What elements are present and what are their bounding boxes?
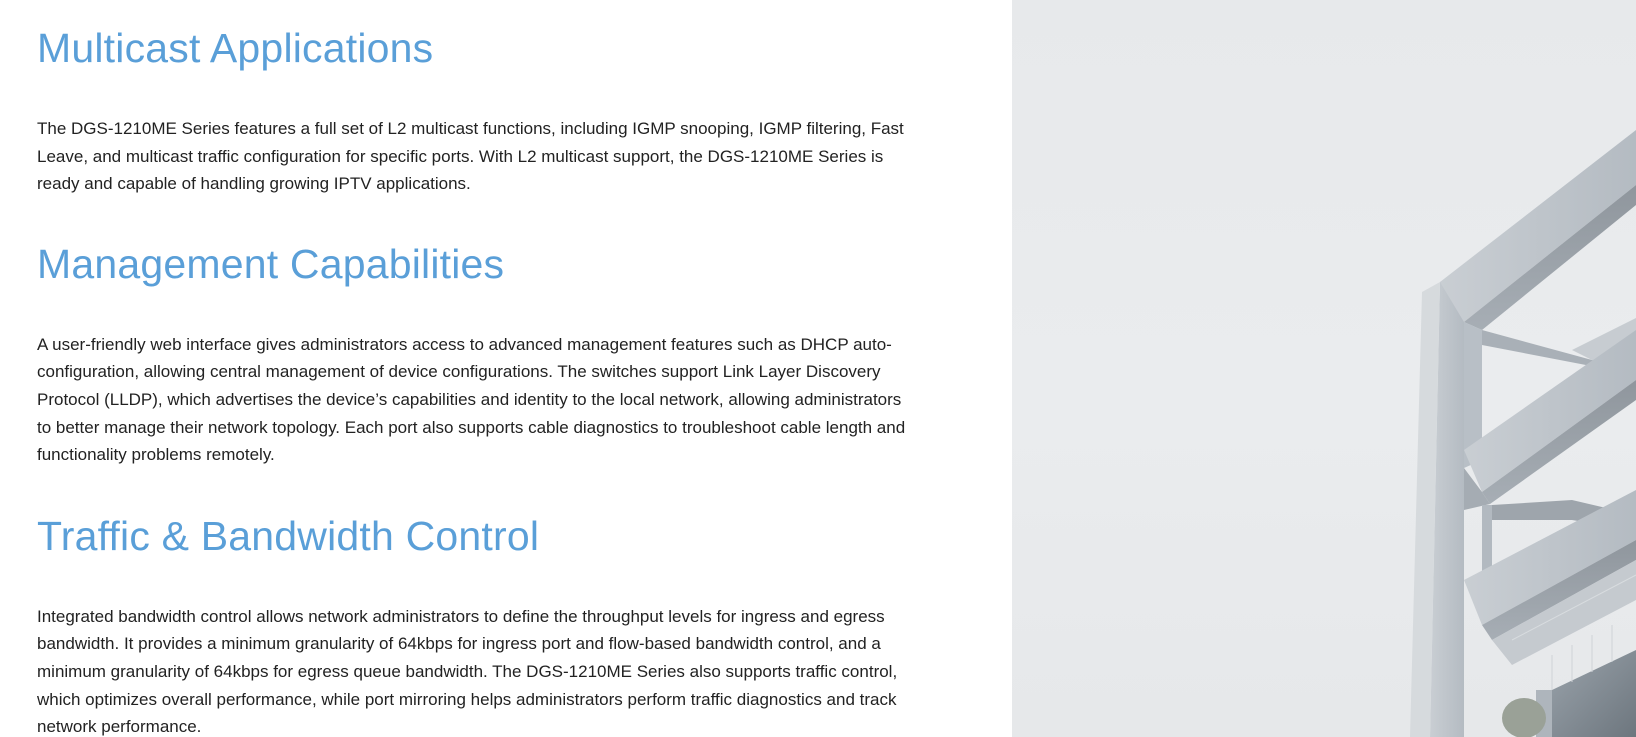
plant-shape <box>1502 698 1546 737</box>
section-body-traffic: Integrated bandwidth control allows network administrators to define the throughput levels for ingress and egress bandwidth. It provides a minimum granularity of 64kbps for ingress port and flow-based bandwidth control, and a minimum granularity of 64kbps for egress queue bandwidth. The DGS-1210ME Series also supports traffic control, which optimizes overall performance, while port mirroring helps administrators perform traffic diagnostics and track network performance. <box>37 606 898 737</box>
building-illustration <box>1012 0 1636 737</box>
section-title-traffic: Traffic & Bandwidth Control <box>37 512 540 559</box>
building-glass <box>1552 650 1636 737</box>
section-body-multicast: The DGS-1210ME Series features a full set of L2 multicast functions, including IGMP snooping, IGMP filtering, Fast Leave, and multicast traffic configuration for specific ports. With L2 multicast support, the DGS-1210ME Series is ready and capable of handling growing IPTV applications. <box>37 119 904 194</box>
building-photo <box>1012 0 1636 737</box>
section-body-management: A user-friendly web interface gives administrators access to advanced management features such as DHCP auto-configuration, allowing central management of device configurations. The switches support Link Layer Discovery Protocol (LLDP), which advertises the device’s capabilities and identity to the local network, allowing administrators to better manage their network topology. Each port also supports cable diagnostics to troubleshoot cable length and functionality problems remotely. <box>37 334 906 465</box>
section-title-management: Management Capabilities <box>37 240 505 287</box>
section-title-multicast: Multicast Applications <box>37 25 434 71</box>
